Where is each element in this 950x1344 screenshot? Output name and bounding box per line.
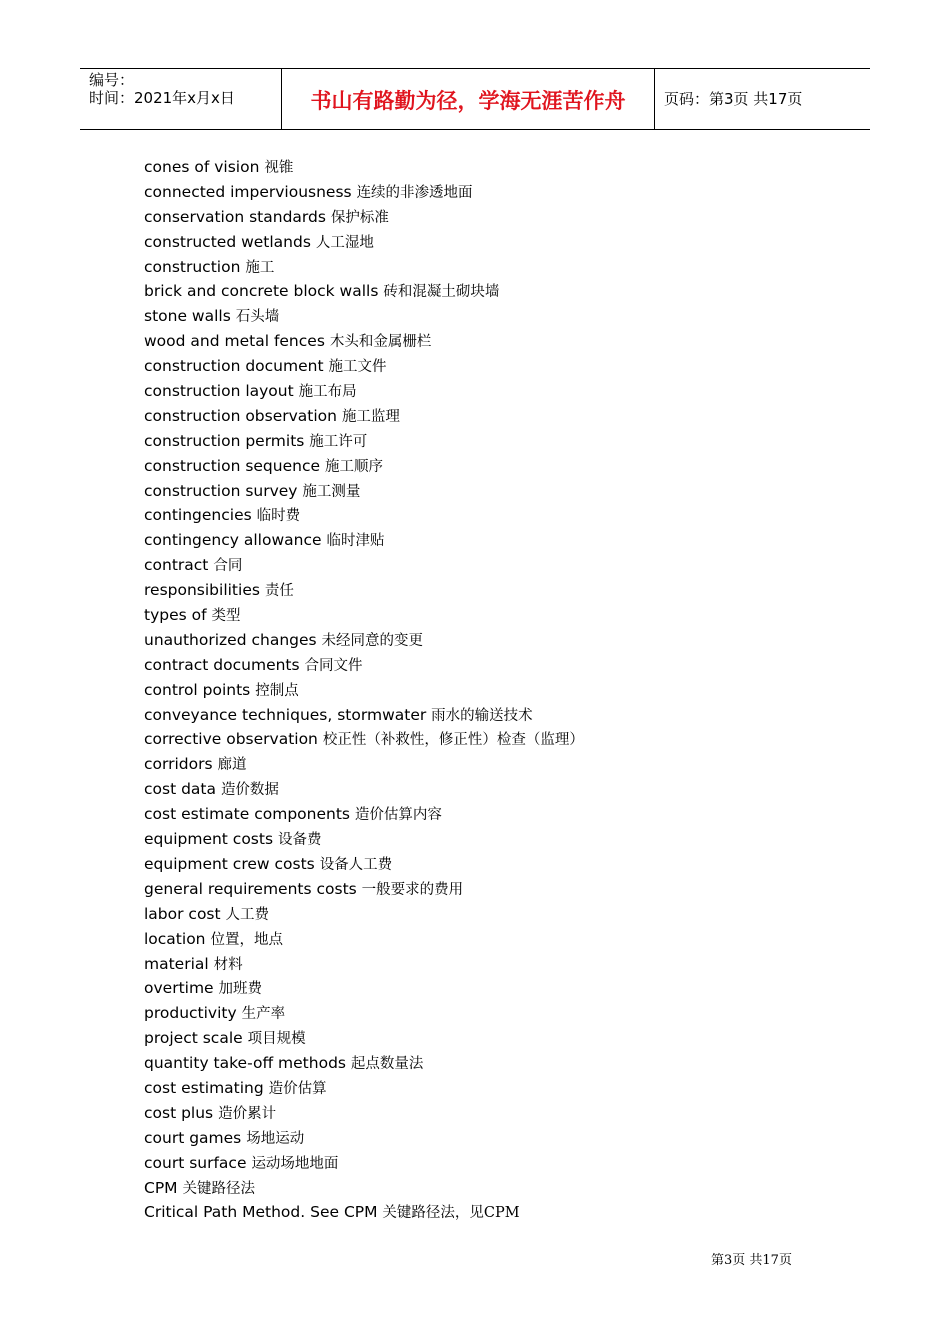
entry-translation: 施工监理 [341, 408, 400, 425]
entry-term: court surface [144, 1153, 247, 1172]
entry-term: types of [144, 606, 207, 625]
header-motto-cell [282, 69, 655, 129]
entry-term: cost data [144, 780, 216, 799]
entry-translation: 类型 [211, 608, 241, 625]
glossary-entry [144, 802, 584, 827]
entry-term: unauthorized changes [144, 630, 317, 649]
entry-term: cones of vision [144, 158, 260, 176]
entry-term: brick and concrete block walls [144, 282, 379, 301]
header-meta-cell [80, 69, 282, 129]
entry-translation: 运动场地地面 [251, 1155, 339, 1172]
entry-term: productivity [144, 1004, 237, 1023]
entry-term: conservation standards [144, 207, 326, 226]
entry-translation: 连续的非渗透地面 [356, 184, 473, 201]
entry-term: cost estimate components [144, 805, 350, 824]
glossary-entry [144, 230, 584, 255]
entry-term: stone walls [144, 307, 231, 326]
glossary-entry [144, 1176, 584, 1201]
glossary-entry [144, 727, 584, 752]
glossary-entry [144, 1076, 584, 1101]
entry-translation: 施工测量 [302, 483, 361, 500]
entry-translation: 合同 [213, 558, 243, 575]
glossary-entry [144, 902, 584, 927]
glossary-entry [144, 454, 584, 479]
glossary-entry [144, 1001, 584, 1026]
entry-term: corridors [144, 755, 213, 774]
entry-translation: 临时费 [256, 508, 301, 525]
entry-term: quantity take-off methods [144, 1054, 346, 1073]
entry-translation: 人工湿地 [315, 234, 374, 251]
entry-translation: 廊道 [217, 757, 247, 774]
glossary-entry [144, 1101, 584, 1126]
glossary-entry [144, 752, 584, 777]
glossary-list [144, 155, 584, 1225]
entry-term: labor cost [144, 904, 221, 923]
entry-translation: 起点数量法 [350, 1056, 424, 1073]
glossary-entry [144, 155, 584, 180]
entry-term: connected imperviousness [144, 182, 352, 201]
entry-term: Critical Path Method. See CPM [144, 1203, 378, 1222]
entry-term: corrective observation [144, 730, 318, 749]
glossary-entry [144, 180, 584, 205]
glossary-entry [144, 1126, 584, 1151]
entry-term: general requirements costs [144, 879, 357, 898]
entry-translation: 施工顺序 [324, 458, 383, 475]
entry-translation: 关键路径法 [182, 1180, 255, 1197]
glossary-entry [144, 703, 584, 728]
entry-translation: 关键路径法，见CPM [382, 1205, 520, 1222]
glossary-entry [144, 404, 584, 429]
entry-translation: 材料 [213, 956, 243, 973]
glossary-entry [144, 777, 584, 802]
entry-translation: 责任 [264, 583, 294, 600]
entry-translation: 视锥 [264, 160, 294, 176]
entry-term: responsibilities [144, 581, 260, 600]
entry-translation: 合同文件 [304, 657, 363, 674]
entry-term: construction survey [144, 481, 298, 500]
entry-translation: 造价数据 [220, 782, 279, 799]
entry-term: material [144, 954, 209, 973]
entry-term: control points [144, 680, 251, 699]
entry-term: project scale [144, 1029, 243, 1048]
glossary-entry [144, 827, 584, 852]
glossary-entry [144, 578, 584, 603]
entry-term: contingencies [144, 506, 252, 525]
entry-translation: 未经同意的变更 [321, 632, 424, 649]
entry-translation: 设备人工费 [319, 856, 393, 873]
entry-term: equipment costs [144, 830, 274, 849]
entry-term: cost plus [144, 1103, 214, 1122]
entry-translation: 项目规模 [247, 1031, 306, 1048]
time-label: 时间：2021年x月x日 [89, 89, 235, 107]
entry-translation: 施工文件 [328, 359, 387, 376]
entry-translation: 生产率 [241, 1006, 286, 1023]
glossary-entry [144, 1026, 584, 1051]
entry-translation: 临时津贴 [326, 533, 385, 550]
entry-translation: 施工 [245, 259, 275, 276]
glossary-entry [144, 653, 584, 678]
entry-translation: 造价估算内容 [354, 807, 442, 824]
header-page-cell [655, 69, 870, 129]
entry-translation: 加班费 [218, 981, 263, 998]
entry-translation: 设备费 [277, 832, 322, 849]
entry-translation: 人工费 [225, 906, 270, 923]
glossary-entry [144, 927, 584, 952]
entry-term: equipment crew costs [144, 854, 315, 873]
glossary-entry [144, 354, 584, 379]
glossary-entry [144, 429, 584, 454]
glossary-entry [144, 503, 584, 528]
glossary-entry [144, 1051, 584, 1076]
glossary-entry [144, 1151, 584, 1176]
entry-term: conveyance techniques, stormwater [144, 705, 427, 724]
glossary-entry [144, 952, 584, 977]
entry-term: construction document [144, 357, 324, 376]
glossary-entry [144, 603, 584, 628]
entry-translation: 造价累计 [218, 1105, 277, 1122]
entry-translation: 木头和金属栅栏 [329, 334, 432, 351]
glossary-entry [144, 628, 584, 653]
entry-translation: 砖和混凝土砌块墙 [383, 284, 500, 301]
glossary-entry [144, 678, 584, 703]
entry-term: construction [144, 257, 241, 276]
entry-translation: 场地运动 [246, 1130, 305, 1147]
glossary-entry [144, 528, 584, 553]
entry-term: contract [144, 556, 209, 575]
glossary-entry [144, 553, 584, 578]
footer-page-number: 第3页 共17页 [711, 1253, 792, 1268]
entry-translation: 造价估算 [268, 1080, 327, 1097]
entry-translation: 施工许可 [309, 433, 368, 450]
entry-term: construction sequence [144, 456, 321, 475]
entry-translation: 保护标准 [330, 209, 389, 226]
entry-term: cost estimating [144, 1078, 264, 1097]
page-info: 页码：第3页 共17页 [664, 90, 803, 108]
entry-term: construction layout [144, 382, 294, 401]
entry-term: overtime [144, 979, 214, 998]
entry-translation: 石头墙 [235, 309, 280, 326]
glossary-entry [144, 205, 584, 230]
entry-term: constructed wetlands [144, 232, 311, 251]
glossary-entry [144, 329, 584, 354]
entry-translation: 施工布局 [298, 384, 357, 401]
entry-term: construction permits [144, 431, 305, 450]
entry-term: wood and metal fences [144, 332, 325, 351]
glossary-entry [144, 976, 584, 1001]
glossary-entry [144, 852, 584, 877]
motto-text: 书山有路勤为径，学海无涯苦作舟 [310, 88, 626, 113]
entry-term: contingency allowance [144, 531, 322, 550]
entry-translation: 控制点 [255, 682, 299, 699]
entry-translation: 位置，地点 [210, 931, 283, 948]
glossary-entry [144, 379, 584, 404]
entry-translation: 校正性（补救性，修正性）检查（监理） [322, 732, 584, 749]
entry-term: construction observation [144, 406, 337, 425]
entry-term: location [144, 929, 206, 948]
glossary-entry [144, 479, 584, 504]
entry-translation: 一般要求的费用 [361, 881, 464, 898]
entry-term: CPM [144, 1178, 178, 1197]
glossary-entry [144, 279, 584, 304]
glossary-entry [144, 1200, 584, 1225]
glossary-entry [144, 877, 584, 902]
entry-term: contract documents [144, 655, 300, 674]
entry-term: court games [144, 1128, 242, 1147]
entry-translation: 雨水的输送技术 [431, 707, 533, 724]
code-label: 编号： [89, 71, 135, 89]
glossary-entry [144, 304, 584, 329]
page-footer [711, 1249, 792, 1268]
page-header [80, 68, 870, 130]
glossary-entry [144, 255, 584, 280]
